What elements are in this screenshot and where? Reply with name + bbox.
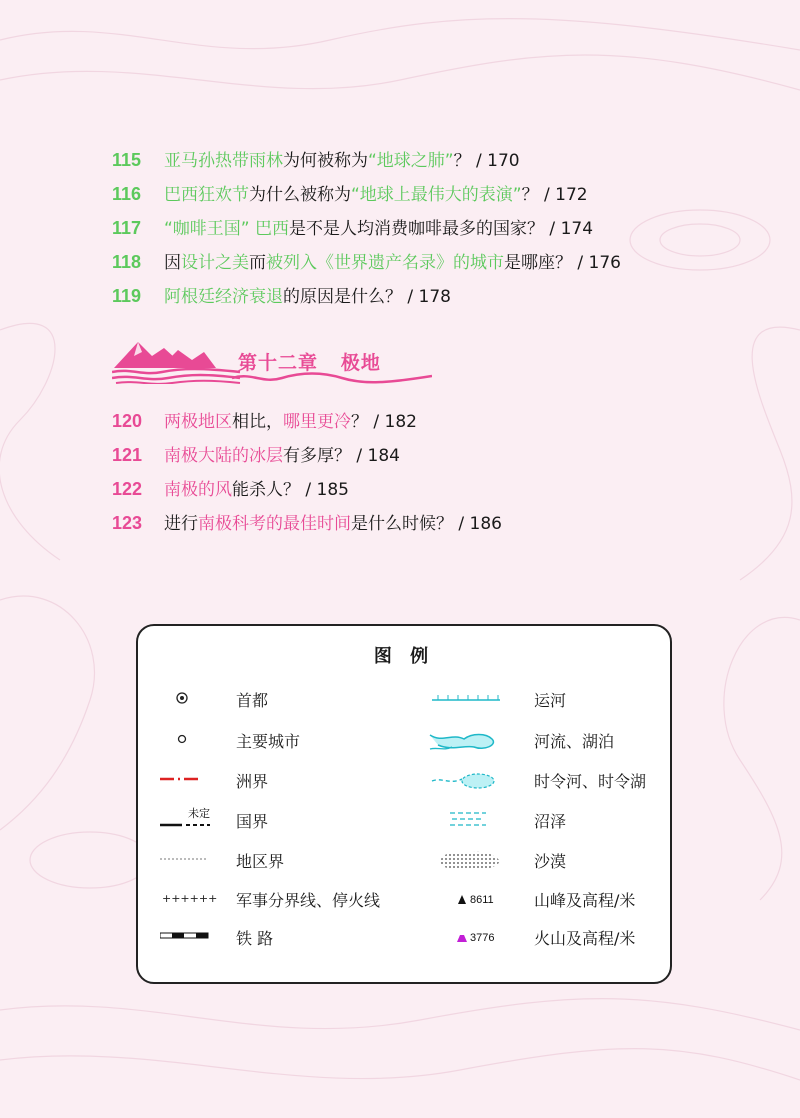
toc-entry-number: 120 <box>112 411 143 431</box>
svg-text:++++++: ++++++ <box>162 892 218 905</box>
capital-icon <box>160 684 240 714</box>
seasonal-river-icon <box>428 765 508 795</box>
toc-entry[interactable] <box>112 211 712 245</box>
toc-entry[interactable] <box>112 143 712 177</box>
swamp-icon <box>428 805 508 835</box>
railway-icon <box>160 922 240 952</box>
toc-entry-number: 116 <box>112 184 142 204</box>
toc-entry-text-segment: 南极大陆的冰层 <box>164 446 283 466</box>
toc-entry-text-segment: ？ / 172 <box>521 185 588 205</box>
chapter-header-polar <box>112 334 432 384</box>
legend-item-swamp: 沼泽 <box>428 805 668 835</box>
toc-section-polar <box>112 404 712 540</box>
desert-icon <box>428 845 508 875</box>
legend-item-region-boundary: 地区界 <box>160 845 400 875</box>
legend-title: 图 例 <box>373 646 435 667</box>
legend-item-volcano: 3776 火山及高程/米 <box>428 922 668 952</box>
legend-item-military-line: ++++++ 军事分界线、停火线 <box>160 884 420 914</box>
legend-item-seasonal-river: 时令河、时令湖 <box>428 765 688 795</box>
toc-entry-text-segment: 为什么被称为 <box>249 185 351 205</box>
legend-item-national-boundary: 未定 国界 <box>160 805 400 835</box>
toc-entry-text-segment: 巴西狂欢节 <box>164 185 249 205</box>
legend-item-river-lake: 河流、湖泊 <box>428 725 668 755</box>
chapter-title: 第十二章 极地 <box>238 352 381 374</box>
toc-entry-number: 121 <box>112 445 143 465</box>
major-city-icon <box>160 725 240 755</box>
toc-entry-text-segment: 为何被称为 <box>283 151 368 171</box>
legend-item-major-city: 主要城市 <box>160 725 400 755</box>
toc-entry[interactable] <box>112 472 712 506</box>
toc-section-south-america <box>112 143 712 313</box>
volcano-icon <box>428 922 508 952</box>
toc-entry-text-segment: “咖啡王国” 巴西 <box>164 219 290 239</box>
toc-entry-text-segment: 因 <box>164 253 181 273</box>
toc-entry-number: 122 <box>112 479 143 499</box>
map-legend <box>136 624 672 984</box>
toc-entry-text-segment: ？ / 170 <box>453 151 520 171</box>
toc-entry-text-segment: 是什么时候？ / 186 <box>351 514 502 534</box>
legend-item-railway: 铁 路 <box>160 922 400 952</box>
legend-item-capital: 首都 <box>160 684 400 714</box>
mountain-peak-icon <box>428 884 508 914</box>
toc-entry-text-segment: 南极科考的最佳时间 <box>198 514 351 534</box>
toc-entry-text-segment: “地球上最伟大的表演” <box>351 185 522 205</box>
toc-entry[interactable] <box>112 177 712 211</box>
toc-entry-text-segment: 设计之美 <box>181 253 249 273</box>
toc-entry-text-segment: 相比， <box>232 412 283 432</box>
toc-entry-text-segment: 南极的风 <box>164 480 232 500</box>
toc-entry-number: 118 <box>112 252 142 272</box>
toc-entry-text-segment: 进行 <box>164 514 198 534</box>
toc-entry-text-segment: 被列入《世界遗产名录》的城市 <box>266 253 504 273</box>
toc-entry-text-segment: 哪里更冷 <box>283 412 351 432</box>
toc-entry[interactable] <box>112 245 712 279</box>
toc-entry-text-segment: 能杀人？ / 185 <box>232 480 349 500</box>
toc-entry-text-segment: ？ / 182 <box>351 412 417 432</box>
toc-entry[interactable] <box>112 404 712 438</box>
svg-text:3776: 3776 <box>470 932 495 944</box>
svg-text:8611: 8611 <box>470 894 494 906</box>
toc-entry-number: 117 <box>112 218 142 238</box>
toc-entry-text-segment: 有多厚？ / 184 <box>283 446 400 466</box>
toc-entry-text-segment: 阿根廷经济衰退 <box>164 287 283 307</box>
military-line-icon <box>160 884 240 914</box>
toc-entry-number: 123 <box>112 513 143 533</box>
toc-entry-text-segment: 是哪座？ / 176 <box>504 253 621 273</box>
river-lake-icon <box>428 725 508 755</box>
toc-entry-text-segment: 而 <box>249 253 266 273</box>
legend-item-continent-boundary: 洲界 <box>160 765 400 795</box>
toc-entry[interactable] <box>112 506 712 540</box>
toc-entry-text-segment: “地球之肺” <box>368 151 454 171</box>
toc-entry-text-segment: 亚马孙热带雨林 <box>164 151 283 171</box>
toc-entry-text-segment: 两极地区 <box>164 412 232 432</box>
canal-icon <box>428 684 508 714</box>
toc-entry-text-segment: 是不是人均消费咖啡最多的国家？ / 174 <box>289 219 594 239</box>
continent-boundary-icon <box>160 765 240 795</box>
toc-entry-number: 119 <box>112 286 142 306</box>
legend-item-canal: 运河 <box>428 684 668 714</box>
region-boundary-icon <box>160 845 240 875</box>
toc-entry[interactable] <box>112 438 712 472</box>
mountain-wave-icon <box>112 334 242 384</box>
legend-item-mountain-peak: 8611 山峰及高程/米 <box>428 884 668 914</box>
svg-text:未定: 未定 <box>188 808 210 820</box>
toc-entry[interactable] <box>112 279 712 313</box>
national-boundary-icon <box>160 805 240 835</box>
legend-item-desert: 沙漠 <box>428 845 668 875</box>
toc-entry-text-segment: 的原因是什么？ / 178 <box>283 287 451 307</box>
toc-entry-number: 115 <box>112 150 142 170</box>
